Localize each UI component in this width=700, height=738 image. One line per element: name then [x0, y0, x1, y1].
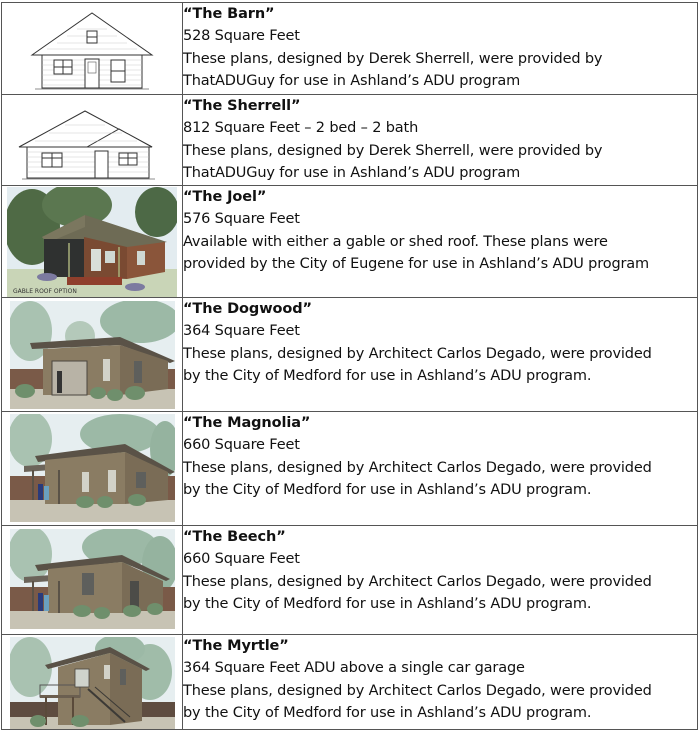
plan-text-cell	[183, 186, 698, 298]
plan-text-cell	[183, 3, 698, 95]
plan-text-cell	[183, 95, 698, 186]
plan-text-cell	[183, 526, 698, 635]
plan-description-line-1: These plans, designed by Derek Sherrell, were provided by	[183, 142, 603, 159]
gable-roof-caption: GABLE ROOF OPTION	[13, 288, 77, 295]
plan-image-cell	[2, 412, 183, 526]
plan-image-cell	[2, 3, 183, 95]
plan-description-line-2: ThatADUGuy for use in Ashland’s ADU program	[183, 165, 521, 181]
barn-elevation-drawing	[17, 3, 167, 93]
plan-size: 660 Square Feet	[183, 437, 300, 453]
plan-description-line-1: These plans, designed by Architect Carlos Degado, were provided	[183, 459, 652, 476]
plan-row-sherrell	[2, 95, 698, 186]
plan-row-barn	[2, 3, 698, 95]
plan-description-line-1: These plans, designed by Architect Carlos Degado, were provided	[183, 573, 652, 590]
plan-description-line-2: by the City of Medford for use in Ashland’s ADU program.	[183, 368, 592, 384]
plan-row-joel	[2, 186, 698, 298]
plan-image-cell	[2, 526, 183, 635]
plan-name: “The Magnolia”	[183, 415, 311, 431]
adu-plans-table	[1, 2, 698, 730]
plan-description-line-2: ThatADUGuy for use in Ashland’s ADU program	[183, 73, 521, 89]
plan-description-line-2: by the City of Medford for use in Ashland’s ADU program.	[183, 705, 592, 721]
plan-description-line-2: by the City of Medford for use in Ashland’s ADU program.	[183, 596, 592, 612]
plan-image-cell	[2, 95, 183, 186]
plan-row-myrtle	[2, 635, 698, 730]
plan-row-magnolia	[2, 412, 698, 526]
plan-text-cell	[183, 412, 698, 526]
plan-name: “The Sherrell”	[183, 98, 301, 114]
plan-size: 528 Square Feet	[183, 28, 300, 44]
plan-description-line-1: These plans, designed by Architect Carlos Degado, were provided	[183, 345, 652, 362]
joel-rendering	[7, 187, 177, 297]
plan-description-line-2: provided by the City of Eugene for use in Ashland’s ADU program	[183, 256, 650, 272]
plan-description-line-1: These plans, designed by Architect Carlos Degado, were provided	[183, 682, 652, 699]
myrtle-rendering	[10, 637, 175, 729]
plan-row-dogwood	[2, 298, 698, 412]
beech-rendering	[10, 529, 175, 629]
sherrell-elevation-drawing	[7, 95, 177, 183]
plan-size: 812 Square Feet – 2 bed – 2 bath	[183, 120, 419, 136]
plan-description-line-2: by the City of Medford for use in Ashland’s ADU program.	[183, 482, 592, 498]
plan-size: 660 Square Feet	[183, 551, 300, 567]
plan-description-line-1: Available with either a gable or shed roof. These plans were	[183, 233, 608, 250]
plan-size: 364 Square Feet ADU above a single car garage	[183, 660, 525, 676]
plan-name: “The Joel”	[183, 189, 267, 205]
plan-text-cell	[183, 635, 698, 730]
plan-image-cell	[2, 186, 183, 298]
magnolia-rendering	[10, 414, 175, 522]
plan-name: “The Myrtle”	[183, 638, 289, 654]
plan-row-beech	[2, 526, 698, 635]
plan-text-cell	[183, 298, 698, 412]
plan-name: “The Barn”	[183, 6, 275, 22]
dogwood-rendering	[10, 301, 175, 409]
plan-description-line-1: These plans, designed by Derek Sherrell, were provided by	[183, 50, 603, 67]
plan-image-cell	[2, 298, 183, 412]
plan-name: “The Dogwood”	[183, 301, 312, 317]
plan-size: 364 Square Feet	[183, 323, 300, 339]
plan-size: 576 Square Feet	[183, 211, 300, 227]
plan-image-cell	[2, 635, 183, 730]
plan-name: “The Beech”	[183, 529, 286, 545]
